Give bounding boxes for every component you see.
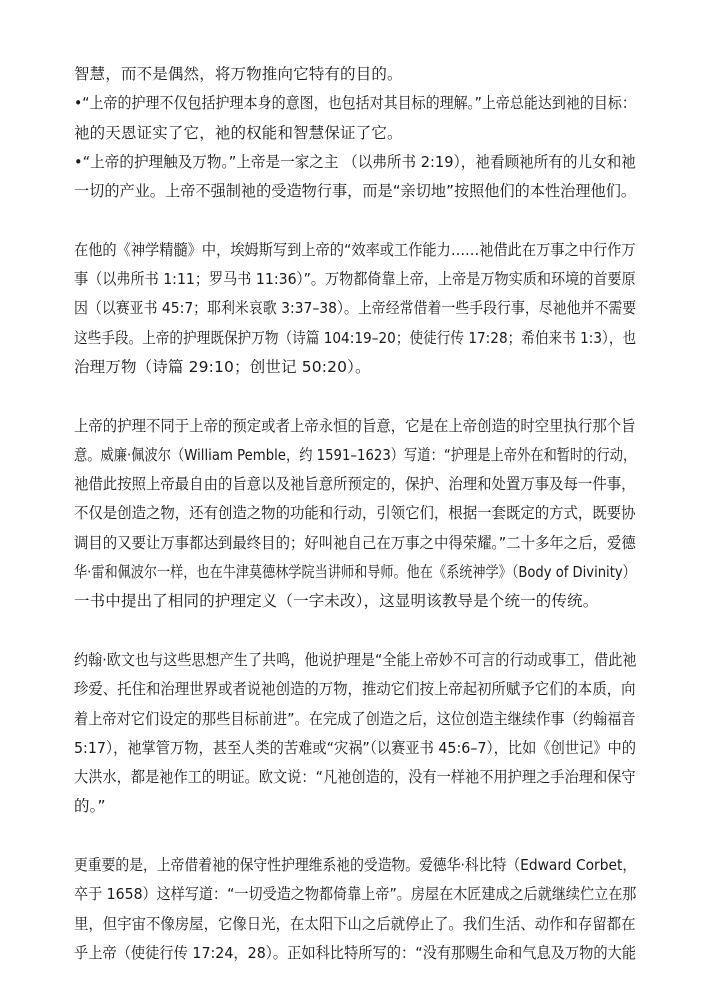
paragraph-gap: [74, 206, 636, 235]
text-line: 更重要的是，上帝借着祂的保守性护理维系祂的受造物。爱德华·科比特（Edward Corbet，: [74, 856, 637, 875]
paragraph-5: [74, 851, 636, 968]
paragraph-gap: [74, 617, 636, 646]
text-line: 里，但宇宙不像房屋，它像日光，在太阳下山之后就停止了。我们生活、动作和存留都在: [74, 914, 636, 933]
text-line: 珍爱、托住和治理世界或者说祂创造的万物，推动它们按上帝起初所赋予它们的本质，向: [74, 680, 636, 699]
text-line: 华·雷和佩波尔一样，也在牛津莫德林学院当讲师和导师。他在《系统神学》（Body of Divinity）: [74, 563, 636, 582]
text-line: 在他的《神学精髓》中，埃姆斯写到上帝的“效率或工作能力……祂借此在万事之中行作万: [74, 240, 636, 259]
text-line: 着上帝对它们设定的那些目标前进”。在完成了创造之后，这位创造主继续作事（约翰福音: [74, 709, 636, 728]
text-line: 约翰·欧文也与这些思想产生了共鸣，他说护理是“全能上帝妙不可言的行动或事工，借此祂: [74, 650, 637, 669]
paragraph-1: [74, 60, 636, 206]
bullet-line: •“上帝的护理不仅包括护理本身的意图，也包括对其目标的理解。”上帝总能达到祂的目标：: [74, 94, 636, 113]
text-line: 一书中提出了相同的护理定义（一字未改），这显明该教导是个统一的传统。: [74, 592, 599, 611]
text-line: 调目的又要让万事都达到最终目的；好叫祂自己在万事之中得荣耀。”二十多年之后，爱德: [74, 533, 636, 552]
paragraph-gap: [74, 822, 636, 851]
text-line: 卒于 1658）这样写道：“一切受造之物都倚靠上帝”。房屋在木匠建成之后就继续伫立在那: [74, 885, 637, 904]
text-line: 因（以赛亚书 45:7；耶利米哀歌 3:37–38）。上帝经常借着一些手段行事，尽祂他并不需要: [74, 299, 637, 318]
text-line: 智慧，而不是偶然，将万物推向它特有的目的。: [74, 65, 403, 83]
text-line: 乎上帝（使徒行传 17:24，28）。正如科比特所写的：“没有那赐生命和气息及万物的大能: [74, 943, 637, 962]
text-line: 一切的产业。上帝不强制祂的受造物行事，而是“亲切地”按照他们的本性治理他们。: [74, 182, 637, 201]
text-line: 事（以弗所书 1:11；罗马书 11:36）”。万物都倚靠上帝，上帝是万物实质和环境的首要原: [74, 270, 636, 289]
text-line: 治理万物（诗篇 29:10；创世记 50:20）。: [74, 357, 371, 376]
text-line: 大洪水，都是祂作工的明证。欧文说：“凡祂创造的，没有一样祂不用护理之手治理和保守: [74, 768, 636, 787]
paragraph-gap: [74, 382, 636, 411]
bullet-line: •“上帝的护理触及万物。”上帝是一家之主 （以弗所书 2:19），祂看顾祂所有的儿女和祂: [74, 152, 636, 171]
text-line: 上帝的护理不同于上帝的预定或者上帝永恒的旨意，它是在上帝创造的时空里执行那个旨: [74, 416, 636, 435]
paragraph-3: [74, 412, 636, 617]
text-line: 这些手段。上帝的护理既保护万物（诗篇 104:19–20；使徒行传 17:28；希伯来书 1:3），也: [74, 328, 637, 347]
document-page: [74, 60, 636, 968]
text-line: 意。威廉·佩波尔（William Pemble，约 1591–1623）写道：“护理是上帝外在和暂时的行动，: [74, 445, 637, 464]
text-line: 祂的天恩证实了它，祂的权能和智慧保证了它。: [74, 123, 403, 142]
text-line: 不仅是创造之物，还有创造之物的功能和行动，引领它们，根据一套既定的方式，既要协: [74, 504, 636, 523]
text-line: 的。”: [74, 797, 106, 816]
text-line: 祂借此按照上帝最自由的旨意以及祂旨意所预定的，保护、治理和处置万事及每一件事，: [74, 475, 636, 494]
paragraph-4: [74, 646, 636, 822]
text-line: 5:17），祂掌管万物，甚至人类的苦难或“灾祸”（以赛亚书 45:6–7），比如《创世记》中的: [74, 738, 636, 757]
paragraph-2: [74, 236, 636, 382]
